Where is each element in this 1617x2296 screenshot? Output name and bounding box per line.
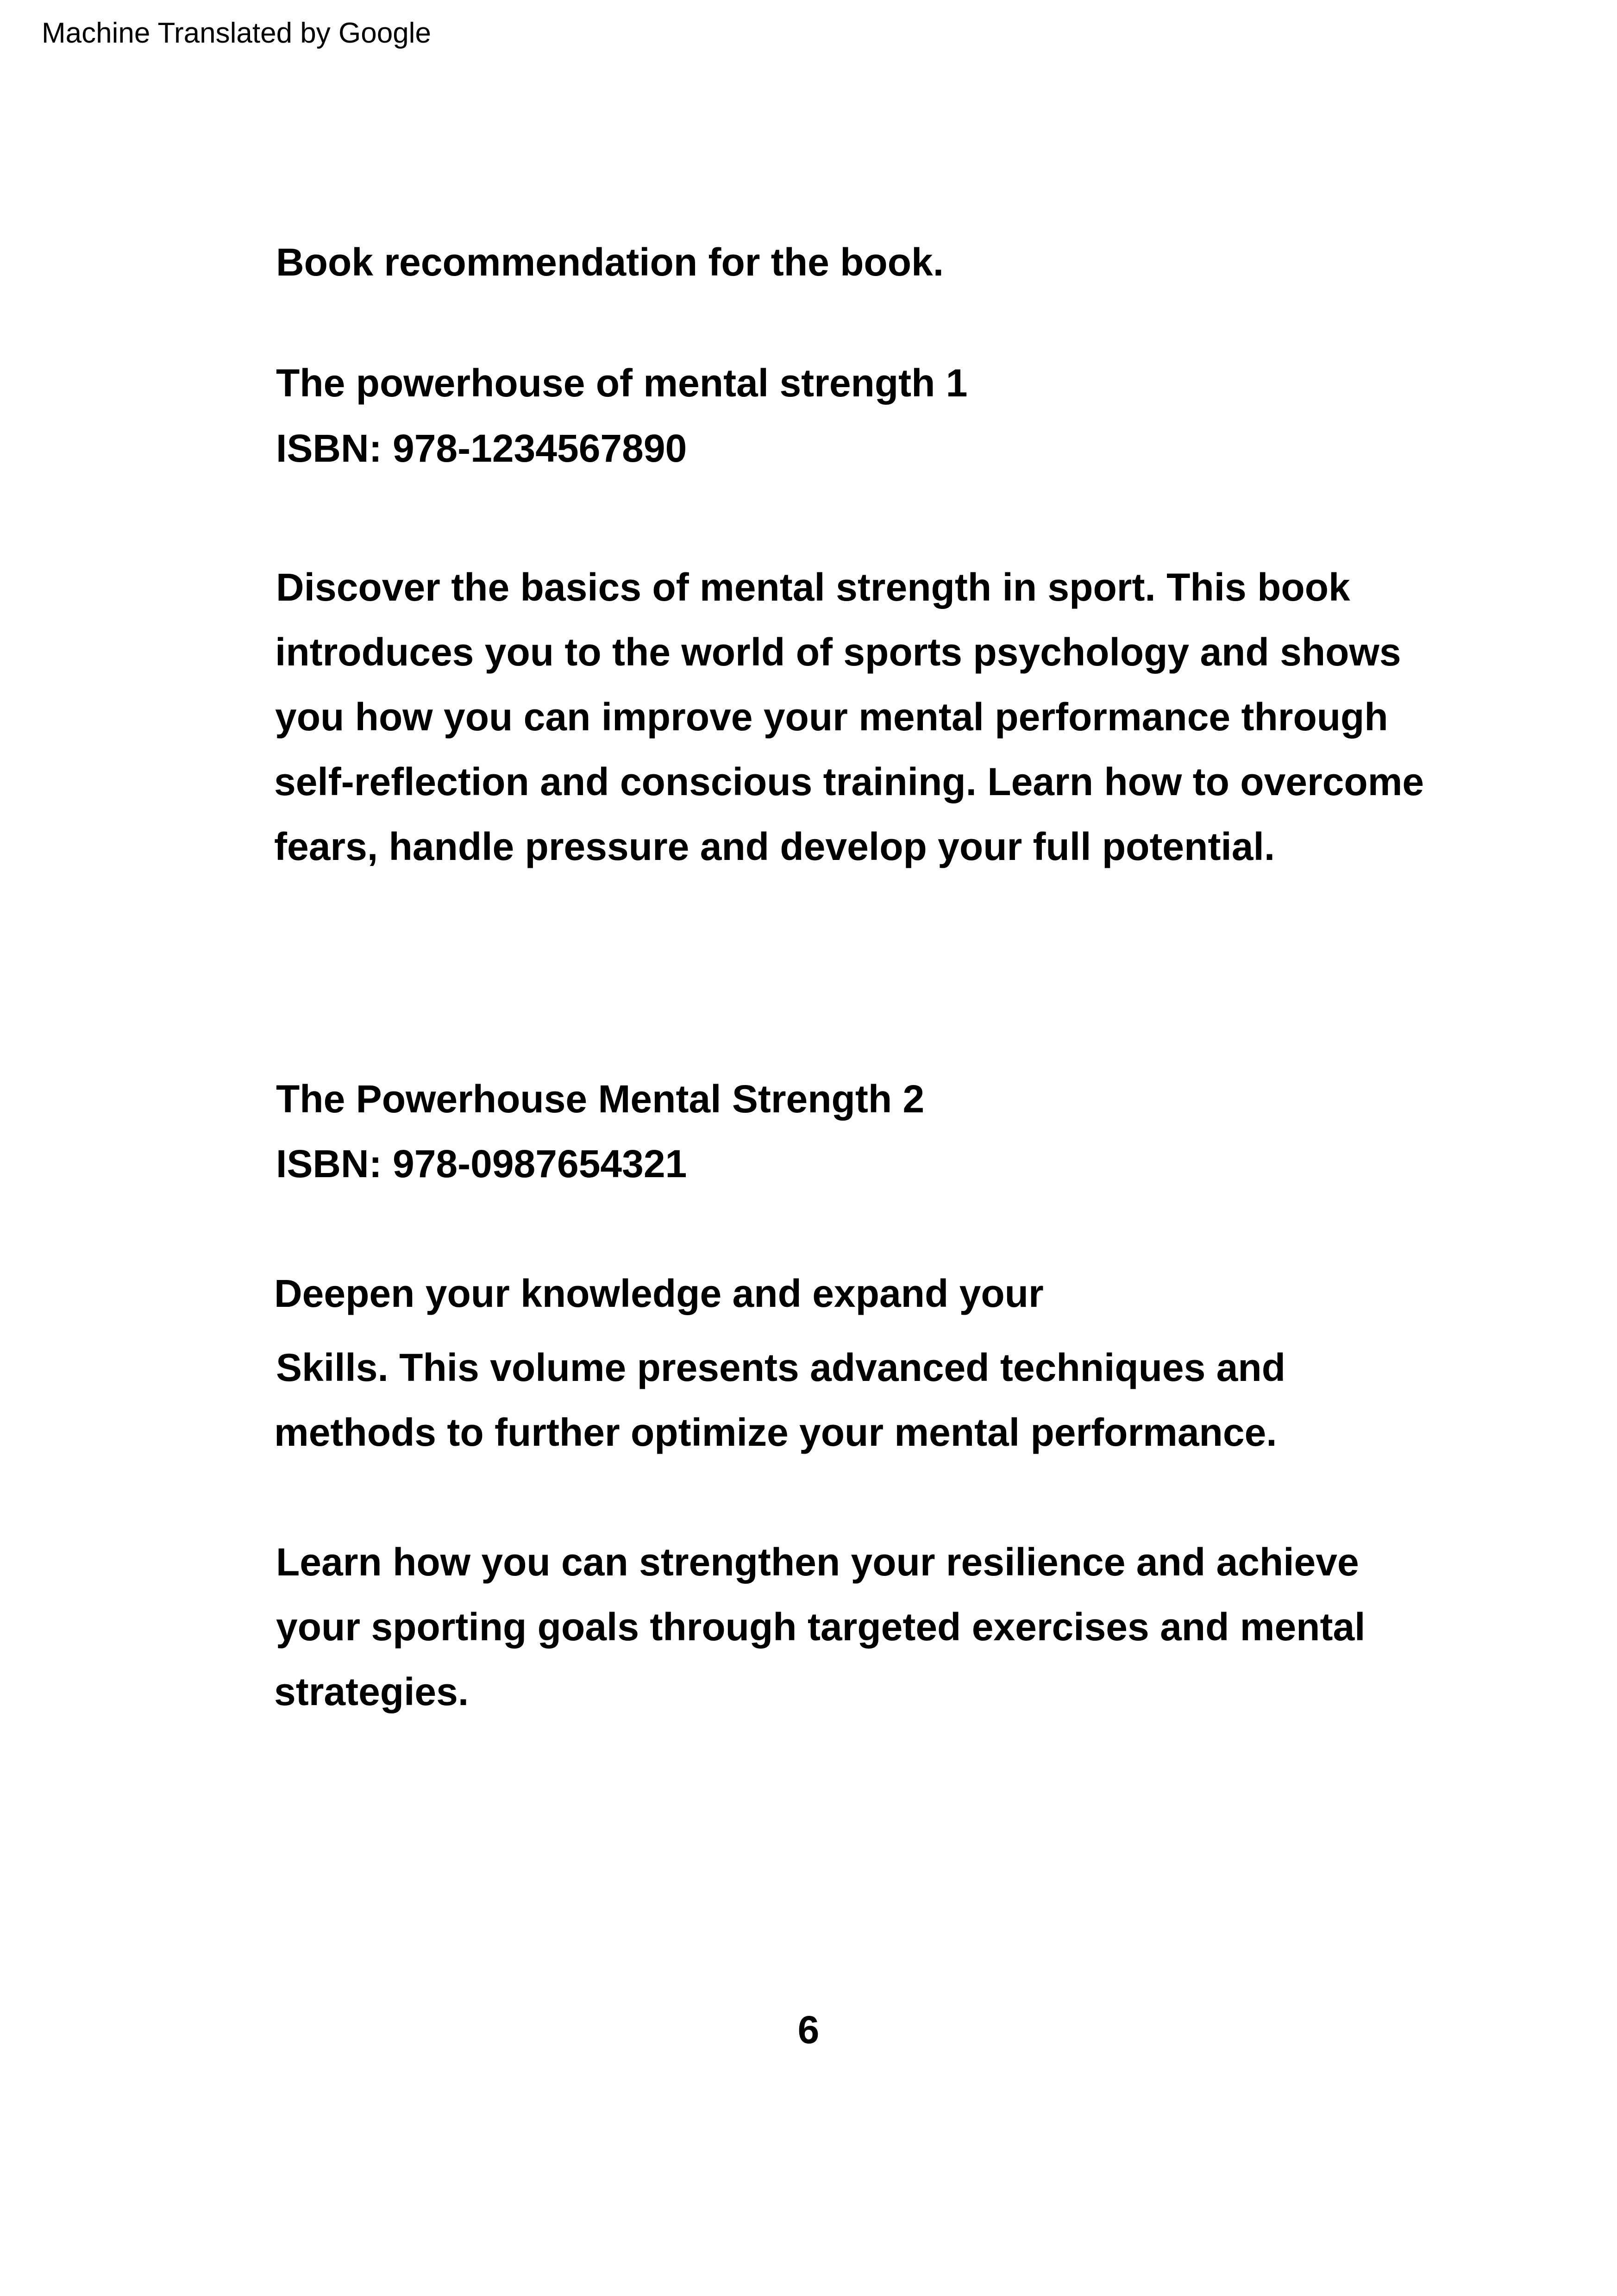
book-2-description-line: strategies. [274, 1670, 469, 1713]
book-2-isbn: ISBN: 978-0987654321 [276, 1142, 687, 1186]
page-heading: Book recommendation for the book. [276, 240, 944, 284]
book-1-description-line: fears, handle pressure and develop your full potential. [274, 825, 1275, 868]
book-2-description-line: Skills. This volume presents advanced techniques and [276, 1346, 1286, 1389]
page-number: 6 [797, 2008, 820, 2051]
book-1-title: The powerhouse of mental strength 1 [276, 361, 968, 405]
book-1-description-line: introduces you to the world of sports psychology and shows [275, 630, 1401, 674]
book-2-title: The Powerhouse Mental Strength 2 [276, 1077, 925, 1121]
book-1-description-line: you how you can improve your mental performance through [275, 695, 1388, 739]
book-1-description-line: Discover the basics of mental strength in sport. This book [276, 565, 1350, 609]
book-2-description-line: your sporting goals through targeted exercises and mental [276, 1605, 1366, 1649]
book-2-description-line: Deepen your knowledge and expand your [274, 1272, 1044, 1315]
machine-translation-note: Machine Translated by Google [42, 17, 431, 49]
book-2-description-line: Learn how you can strengthen your resilience and achieve [276, 1540, 1359, 1584]
book-1-description-line: self-reflection and conscious training. Learn how to overcome [274, 760, 1424, 803]
book-2-description-line: methods to further optimize your mental performance. [274, 1411, 1277, 1454]
book-1-isbn: ISBN: 978-1234567890 [276, 427, 687, 470]
